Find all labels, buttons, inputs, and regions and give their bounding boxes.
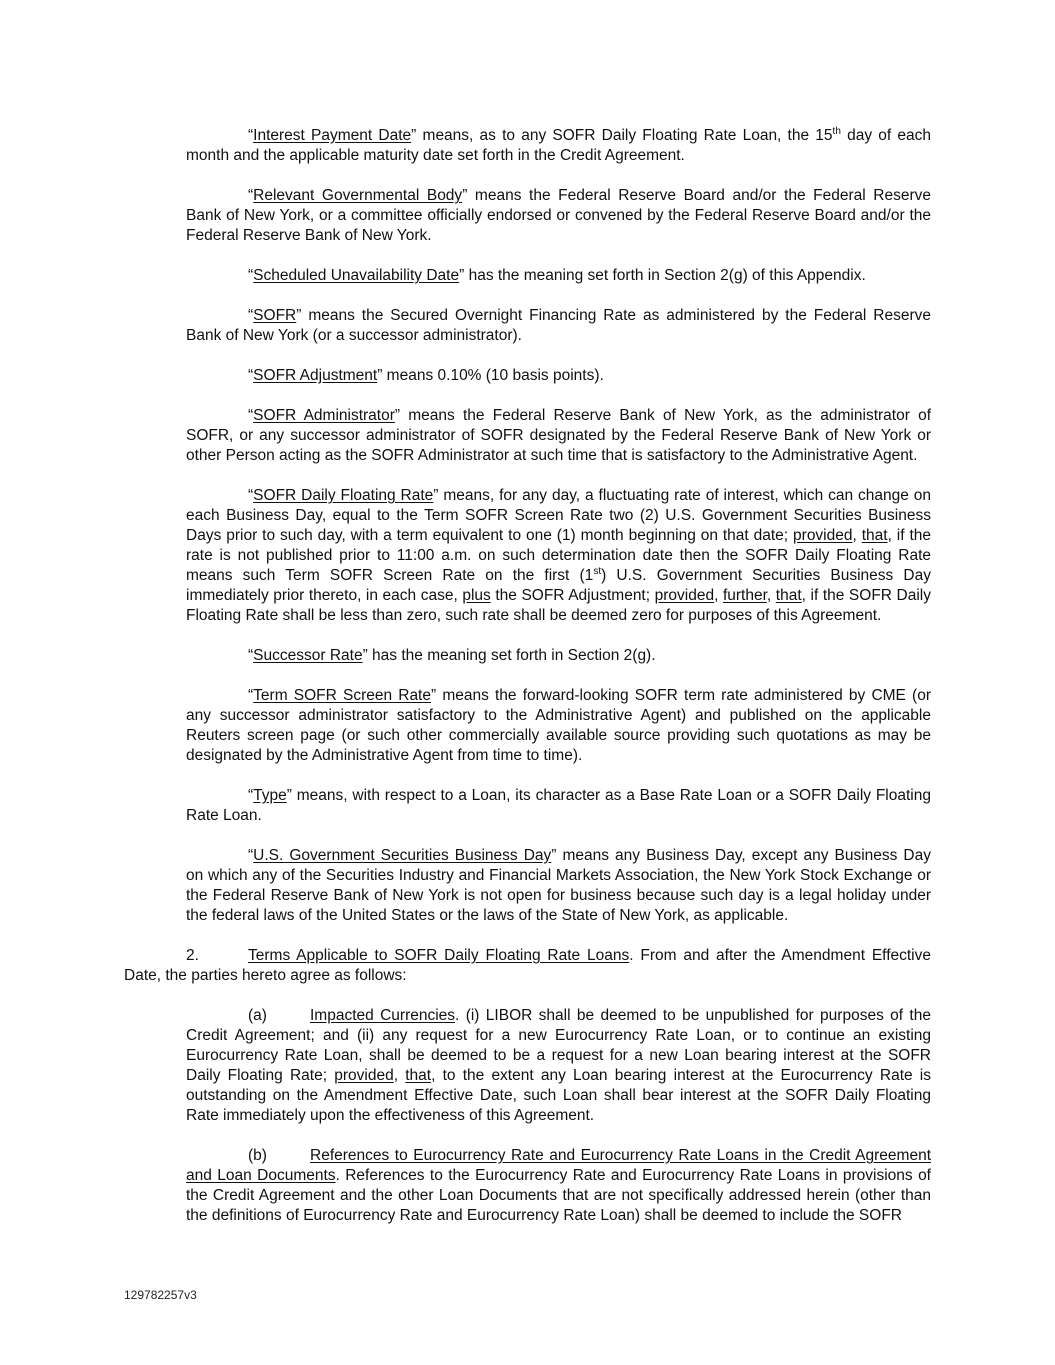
- definitions-block: [186, 126, 931, 926]
- defined-term: SOFR: [253, 307, 297, 324]
- defined-term: Scheduled Unavailability Date: [253, 267, 460, 284]
- definition-type: “Type” means, with respect to a Loan, its character as a Base Rate Loan or a SOFR Daily Floating Rate Loan.: [186, 787, 931, 824]
- defined-term: Successor Rate: [253, 647, 363, 664]
- defined-term: Type: [253, 787, 287, 804]
- definition-sofr: “SOFR” means the Secured Overnight Financing Rate as administered by the Federal Reserve Bank of New York (or a successor administrator).: [186, 307, 931, 344]
- definition-scheduled-unavailability-date: “Scheduled Unavailability Date” has the meaning set forth in Section 2(g) of this Appendix.: [248, 267, 866, 284]
- defined-term: Term SOFR Screen Rate: [253, 687, 431, 704]
- section-heading: Terms Applicable to SOFR Daily Floating Rate Loans: [248, 947, 630, 964]
- section-2: 2. Terms Applicable to SOFR Daily Floating Rate Loans. From and after the Amendment Effective Date, the parties hereto agree as follows:: [124, 947, 931, 984]
- subsection-label: (b): [248, 1147, 267, 1164]
- section-number: 2.: [186, 947, 199, 964]
- definition-sofr-daily-floating-rate: “SOFR Daily Floating Rate” means, for any day, a fluctuating rate of interest, which can change on each Business Day, equal to the Term SOFR Screen Rate two (2) U.S. Government Securities Business Days prior to such day, with a term equivalent to one (1) month beginning on that date; provided, that, if the rate is not published prior to 11:00 a.m. on such determination date then the SOFR Daily Floating Rate means such Term SOFR Screen Rate on the first (1st) U.S. Government Securities Business Day immediately prior thereto, in each case, plus the SOFR Adjustment; provided, further, that, if the SOFR Daily Floating Rate shall be less than zero, such rate shall be deemed zero for purposes of this Agreement.: [186, 487, 931, 624]
- defined-term: U.S. Government Securities Business Day: [253, 847, 552, 864]
- definition-sofr-administrator: “SOFR Administrator” means the Federal Reserve Bank of New York, as the administrator of SOFR, or any successor administrator of SOFR designated by the Federal Reserve Bank of New York or other Person acting as the SOFR Administrator at such time that is satisfactory to the Administrative Agent.: [186, 407, 931, 464]
- defined-term: SOFR Adjustment: [253, 367, 378, 384]
- subsection-heading: References to Eurocurrency Rate and Eurocurrency Rate Loans in the Credit Agreement and Loan Documents: [186, 1147, 931, 1184]
- subsection-a: (a) Impacted Currencies. (i) LIBOR shall be deemed to be unpublished for purposes of the Credit Agreement; and (ii) any request for a new Eurocurrency Rate Loan, or to continue an existing Eurocurrency Rate Loan, shall be deemed to be a request for a new Loan bearing interest at the SOFR Daily Floating Rate; provided, that, to the extent any Loan bearing interest at the Eurocurrency Rate is outstanding on the Amendment Effective Date, such Loan shall bear interest at the SOFR Daily Floating Rate immediately upon the effectiveness of this Agreement.: [186, 1007, 932, 1124]
- subsections-block: [186, 1006, 931, 1246]
- defined-term: SOFR Administrator: [253, 407, 395, 424]
- definition-interest-payment-date: “Interest Payment Date” means, as to any SOFR Daily Floating Rate Loan, the 15th day of each month and the applicable maturity date set forth in the Credit Agreement.: [186, 126, 931, 164]
- defined-term: Relevant Governmental Body: [253, 187, 463, 204]
- definition-successor-rate: “Successor Rate” has the meaning set forth in Section 2(g).: [248, 647, 656, 664]
- definition-sofr-adjustment: “SOFR Adjustment” means 0.10% (10 basis points).: [248, 367, 604, 384]
- definition-relevant-governmental-body: “Relevant Governmental Body” means the Federal Reserve Board and/or the Federal Reserve Bank of New York, or a committee officially endorsed or convened by the Federal Reserve Board and/or the Federal Reserve Bank of New York.: [186, 187, 932, 244]
- defined-term: SOFR Daily Floating Rate: [253, 487, 434, 504]
- document-id-footer: 129782257v3: [124, 1288, 197, 1302]
- subsection-heading: Impacted Currencies: [310, 1007, 456, 1024]
- subsection-b: (b) References to Eurocurrency Rate and Eurocurrency Rate Loans in the Credit Agreement and Loan Documents. References to the Eurocurrency Rate and Eurocurrency Rate Loans in provisions of the Credit Agreement and the other Loan Documents that are not specifically addressed herein (other than the definitions of Eurocurrency Rate and Eurocurrency Rate Loan) shall be deemed to include the SOFR: [186, 1147, 931, 1224]
- definition-us-government-securities-business-day: “U.S. Government Securities Business Day” means any Business Day, except any Business Day on which any of the Securities Industry and Financial Markets Association, the New York Stock Exchange or the Federal Reserve Bank of New York is not open for business because such day is a legal holiday under the federal laws of the United States or the laws of the State of New York, as applicable.: [186, 847, 932, 924]
- defined-term: Interest Payment Date: [253, 127, 412, 144]
- definition-term-sofr-screen-rate: “Term SOFR Screen Rate” means the forward-looking SOFR term rate administered by CME (or any successor administrator satisfactory to the Administrative Agent) and published on the applicable Reuters screen page (or such other commercially available source providing such quotations as may be designated by the Administrative Agent from time to time).: [186, 687, 931, 764]
- subsection-label: (a): [248, 1007, 267, 1024]
